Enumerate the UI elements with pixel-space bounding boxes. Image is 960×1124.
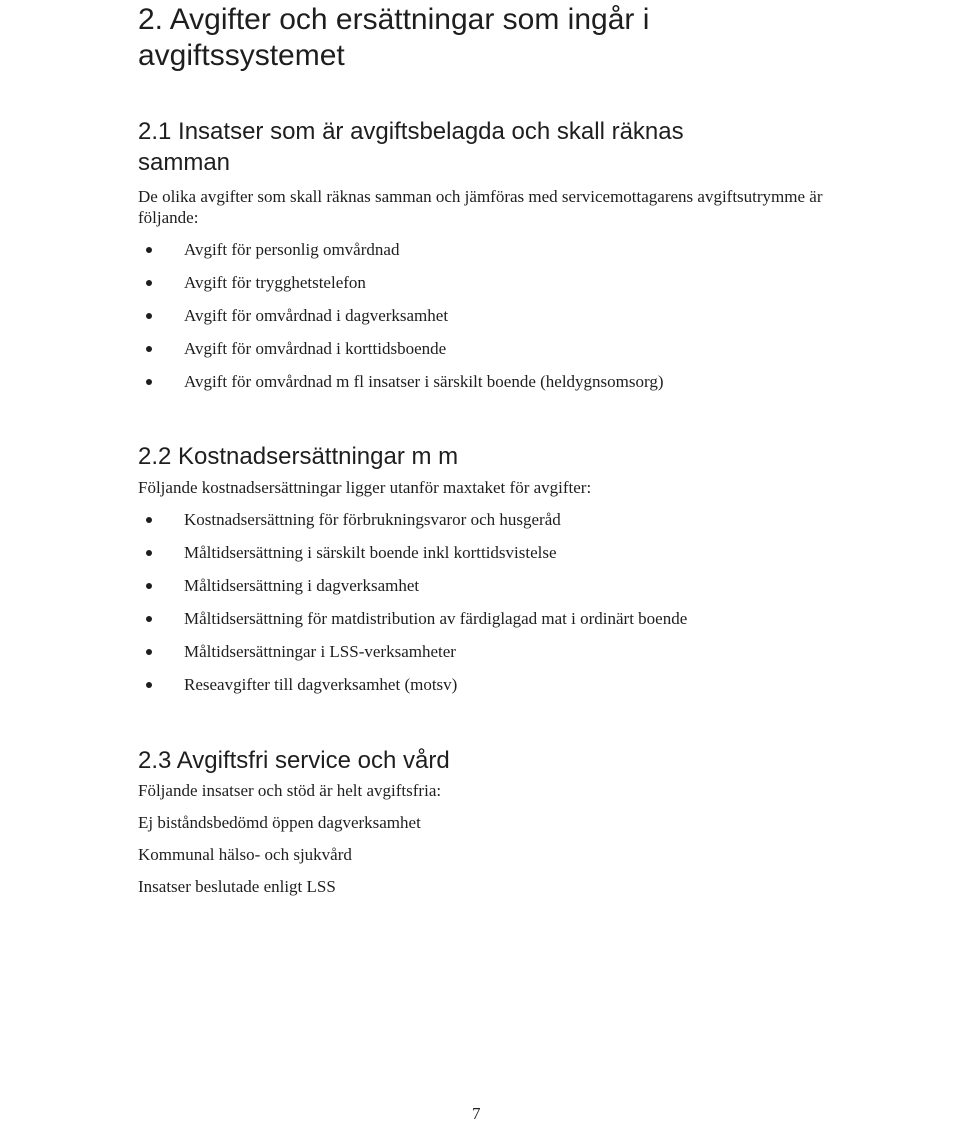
list-item: Måltidsersättning för matdistribution av färdiglagad mat i ordinärt boende (184, 609, 688, 628)
bullet (146, 649, 152, 655)
bullet (146, 616, 152, 622)
bullet (146, 550, 152, 556)
list-item: Avgift för omvårdnad i korttidsboende (184, 339, 447, 358)
bullet (146, 313, 152, 319)
section-2-3-heading: 2.3 Avgiftsfri service och vård (138, 747, 450, 774)
section-2-2-heading: 2.2 Kostnadsersättningar m m (138, 443, 459, 470)
list-item: Måltidsersättningar i LSS-verksamheter (184, 642, 456, 661)
list-item: Måltidsersättning i särskilt boende inkl korttidsvistelse (184, 543, 557, 562)
bullet (146, 280, 152, 286)
list-item: Kostnadsersättning för förbrukningsvaror och husgeråd (184, 510, 561, 529)
text-line: Insatser beslutade enligt LSS (138, 877, 336, 896)
bullet (146, 517, 152, 523)
list-item: Avgift för personlig omvårdnad (184, 240, 400, 259)
page-number: 7 (472, 1104, 481, 1123)
bullet (146, 682, 152, 688)
bullet (146, 379, 152, 385)
bullet (146, 583, 152, 589)
list-item: Avgift för trygghetstelefon (184, 273, 366, 292)
text-line: Kommunal hälso- och sjukvård (138, 845, 352, 864)
section-2-3-intro: Följande insatser och stöd är helt avgiftsfria: (138, 781, 442, 800)
list-item: Reseavgifter till dagverksamhet (motsv) (184, 675, 458, 694)
list-item: Avgift för omvårdnad m fl insatser i särskilt boende (heldygnsomsorg) (184, 372, 664, 391)
list-item: Måltidsersättning i dagverksamhet (184, 576, 420, 595)
section-2-2-intro: Följande kostnadsersättningar ligger utanför maxtaket för avgifter: (138, 478, 592, 497)
section-2-1-intro: De olika avgifter som skall räknas samman och jämföras med servicemottagarens avgiftsutrymme är följande: (138, 187, 823, 227)
bullet (146, 346, 152, 352)
section-2-heading: 2. Avgifter och ersättningar som ingår i avgiftssystemet (138, 3, 650, 72)
text-line: Ej biståndsbedömd öppen dagverksamhet (138, 813, 421, 832)
list-item: Avgift för omvårdnad i dagverksamhet (184, 306, 449, 325)
section-2-1-heading: 2.1 Insatser som är avgiftsbelagda och skall räknas samman (138, 118, 684, 176)
bullet (146, 247, 152, 253)
